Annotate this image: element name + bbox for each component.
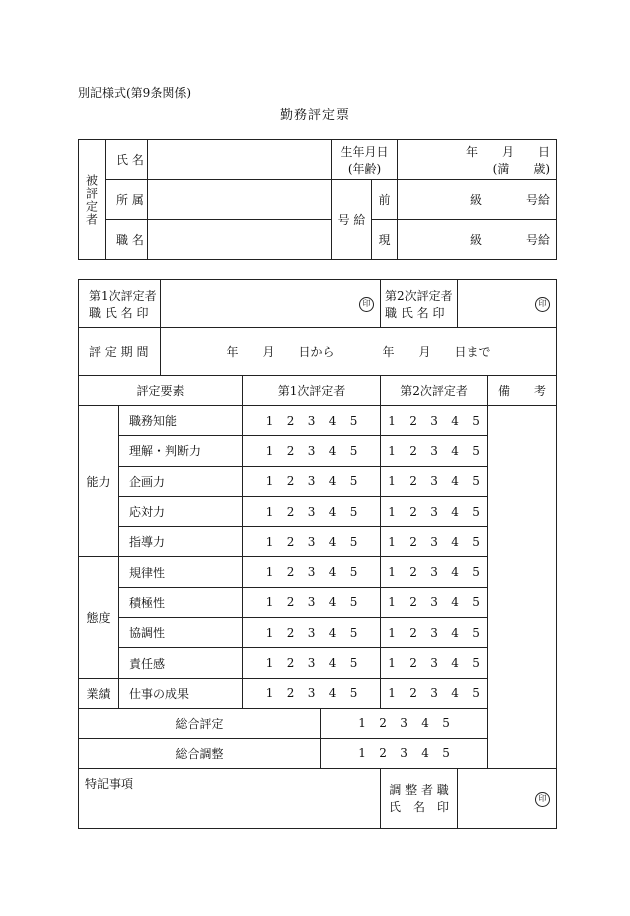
overall-evaluation-score-1[interactable]: 1 (358, 716, 366, 731)
second-score-2[interactable]: 2 (409, 534, 417, 549)
first-score-options (243, 648, 381, 678)
second-score-2[interactable]: 2 (409, 474, 417, 489)
first-score-2[interactable]: 2 (286, 686, 295, 701)
second-score-4[interactable]: 4 (451, 413, 459, 428)
first-score-2[interactable]: 2 (286, 595, 295, 610)
birth-label-line2: (年齢) (347, 161, 382, 176)
second-score-1[interactable]: 1 (388, 625, 396, 640)
first-score-5[interactable]: 5 (349, 625, 358, 640)
second-score-3[interactable]: 3 (430, 504, 438, 519)
first-score-2[interactable]: 2 (286, 656, 295, 671)
before-kyu: 級 (470, 193, 483, 207)
first-score-3[interactable]: 3 (307, 625, 316, 640)
period-label: 評 定 期 間 (79, 328, 161, 376)
name-field[interactable] (148, 140, 332, 180)
header-remarks: 備 考 (488, 376, 557, 406)
second-score-5[interactable]: 5 (472, 474, 480, 489)
remarks-field[interactable] (488, 406, 557, 769)
first-evaluator-field[interactable] (161, 280, 381, 328)
affiliation-field[interactable] (148, 180, 332, 220)
adjuster-line1: 調 整 者 職 (389, 783, 449, 798)
overall-adjustment-label: 総合調整 (79, 738, 321, 768)
birth-label-line1: 生年月日 (340, 144, 389, 159)
second-score-options (381, 587, 488, 617)
second-seal-icon: 印 (535, 297, 550, 312)
first-score-2[interactable]: 2 (286, 443, 295, 458)
first-score-2[interactable]: 2 (286, 474, 295, 489)
second-score-3[interactable]: 3 (430, 595, 438, 610)
second-evaluator-line1: 第2次評定者 (385, 288, 453, 303)
before-label: 前 (372, 180, 398, 220)
overall-evaluation-score-options (321, 708, 488, 738)
first-score-1[interactable]: 1 (265, 534, 274, 549)
position-label: 職 名 (106, 220, 148, 260)
element-label: 応対力 (119, 496, 243, 526)
first-score-options (243, 557, 381, 587)
element-label: 仕事の成果 (119, 678, 243, 708)
first-score-5[interactable]: 5 (349, 504, 358, 519)
evaluation-row (79, 648, 557, 678)
first-score-2[interactable]: 2 (286, 565, 295, 580)
first-score-3[interactable]: 3 (307, 565, 316, 580)
second-evaluator-line2: 職 氏 名 印 (385, 305, 445, 320)
second-score-5[interactable]: 5 (472, 686, 480, 701)
group-label: 業績 (79, 678, 119, 708)
first-score-4[interactable]: 4 (328, 413, 337, 428)
first-score-options (243, 527, 381, 557)
first-score-1[interactable]: 1 (265, 474, 274, 489)
evaluation-row (79, 436, 557, 466)
overall-adjustment-score-3[interactable]: 3 (400, 746, 408, 761)
overall-evaluation-label: 総合評定 (79, 708, 321, 738)
second-score-3[interactable]: 3 (430, 565, 438, 580)
first-seal-icon: 印 (359, 297, 374, 312)
second-score-3[interactable]: 3 (430, 474, 438, 489)
second-score-options (381, 527, 488, 557)
second-score-3[interactable]: 3 (430, 413, 438, 428)
second-score-5[interactable]: 5 (472, 504, 480, 519)
overall-adjustment-score-1[interactable]: 1 (358, 746, 366, 761)
first-evaluator-line1: 第1次評定者 (89, 288, 157, 303)
second-score-1[interactable]: 1 (388, 656, 396, 671)
overall-evaluation-score-2[interactable]: 2 (379, 716, 387, 731)
second-score-3[interactable]: 3 (430, 443, 438, 458)
second-score-options (381, 436, 488, 466)
first-score-1[interactable]: 1 (265, 625, 274, 640)
form-caption: 別記様式(第9条関係) (78, 86, 191, 100)
second-score-1[interactable]: 1 (388, 686, 396, 701)
second-score-4[interactable]: 4 (451, 504, 459, 519)
first-score-5[interactable]: 5 (349, 656, 358, 671)
adjuster-label (381, 768, 458, 828)
overall-adjustment-score-4[interactable]: 4 (421, 746, 429, 761)
first-score-3[interactable]: 3 (307, 595, 316, 610)
birth-value-line1: 年 月 日 (466, 144, 551, 159)
first-score-options (243, 406, 381, 436)
second-score-5[interactable]: 5 (472, 534, 480, 549)
first-score-4[interactable]: 4 (328, 656, 337, 671)
first-evaluator-label (79, 280, 161, 328)
evaluation-row (79, 466, 557, 496)
header-second: 第2次評定者 (381, 376, 488, 406)
second-score-4[interactable]: 4 (451, 656, 459, 671)
element-label: 理解・判断力 (119, 436, 243, 466)
second-score-options (381, 648, 488, 678)
second-score-2[interactable]: 2 (409, 443, 417, 458)
second-score-3[interactable]: 3 (430, 686, 438, 701)
second-score-2[interactable]: 2 (409, 656, 417, 671)
first-score-4[interactable]: 4 (328, 595, 337, 610)
first-score-options (243, 436, 381, 466)
first-score-5[interactable]: 5 (349, 413, 358, 428)
second-score-4[interactable]: 4 (451, 686, 459, 701)
evaluation-row (79, 557, 557, 587)
period-field[interactable]: 年 月 日から 年 月 日まで (161, 328, 557, 376)
adjuster-field[interactable] (458, 768, 557, 828)
first-score-4[interactable]: 4 (328, 565, 337, 580)
second-score-5[interactable]: 5 (472, 625, 480, 640)
first-score-1[interactable]: 1 (265, 686, 274, 701)
first-score-options (243, 466, 381, 496)
evaluation-row (79, 527, 557, 557)
second-score-3[interactable]: 3 (430, 625, 438, 640)
before-gokyu: 号給 (526, 193, 551, 207)
element-label: 企画力 (119, 466, 243, 496)
header-first: 第1次評定者 (243, 376, 381, 406)
employee-info-table (78, 139, 557, 260)
first-score-1[interactable]: 1 (265, 565, 274, 580)
first-score-4[interactable]: 4 (328, 534, 337, 549)
evaluation-table (78, 279, 557, 829)
overall-evaluation-score-5[interactable]: 5 (442, 716, 450, 731)
first-score-3[interactable]: 3 (307, 443, 316, 458)
second-score-options (381, 618, 488, 648)
first-score-4[interactable]: 4 (328, 443, 337, 458)
second-score-5[interactable]: 5 (472, 565, 480, 580)
form-title: 勤務評定票 (279, 108, 350, 123)
first-score-4[interactable]: 4 (328, 686, 337, 701)
second-score-4[interactable]: 4 (451, 625, 459, 640)
first-score-5[interactable]: 5 (349, 565, 358, 580)
second-score-options (381, 406, 488, 436)
birth-value-line2: (満 歳) (492, 161, 551, 176)
second-score-2[interactable]: 2 (409, 565, 417, 580)
second-score-2[interactable]: 2 (409, 686, 417, 701)
first-score-5[interactable]: 5 (349, 534, 358, 549)
second-score-4[interactable]: 4 (451, 443, 459, 458)
first-score-options (243, 678, 381, 708)
element-label: 職務知能 (119, 406, 243, 436)
birth-field[interactable] (398, 140, 557, 180)
before-salary-field[interactable] (398, 180, 557, 220)
element-label: 指導力 (119, 527, 243, 557)
position-field[interactable] (148, 220, 332, 260)
first-score-2[interactable]: 2 (286, 413, 295, 428)
special-notes-label: 特記事項 (85, 776, 134, 791)
first-score-3[interactable]: 3 (307, 504, 316, 519)
first-score-3[interactable]: 3 (307, 656, 316, 671)
first-score-options (243, 496, 381, 526)
overall-adjustment-score-2[interactable]: 2 (379, 746, 387, 761)
second-score-2[interactable]: 2 (409, 504, 417, 519)
second-score-5[interactable]: 5 (472, 656, 480, 671)
first-score-1[interactable]: 1 (265, 413, 274, 428)
first-score-2[interactable]: 2 (286, 534, 295, 549)
first-score-5[interactable]: 5 (349, 595, 358, 610)
birth-label (332, 140, 398, 180)
adjuster-seal-icon: 印 (535, 792, 550, 807)
overall-evaluation-score-3[interactable]: 3 (400, 716, 408, 731)
second-score-3[interactable]: 3 (430, 534, 438, 549)
second-score-4[interactable]: 4 (451, 474, 459, 489)
second-score-5[interactable]: 5 (472, 595, 480, 610)
group-label: 能力 (79, 406, 119, 557)
first-score-3[interactable]: 3 (307, 413, 316, 428)
second-score-4[interactable]: 4 (451, 534, 459, 549)
current-label: 現 (372, 220, 398, 260)
element-label: 責任感 (119, 648, 243, 678)
adjuster-line2: 氏 名 印 (389, 800, 450, 815)
overall-adjustment-score-5[interactable]: 5 (442, 746, 450, 761)
first-score-5[interactable]: 5 (349, 443, 358, 458)
evaluation-row (79, 496, 557, 526)
second-score-2[interactable]: 2 (409, 413, 417, 428)
first-evaluator-line2: 職 氏 名 印 (89, 305, 149, 320)
second-score-2[interactable]: 2 (409, 595, 417, 610)
evaluation-row (79, 587, 557, 617)
group-label: 態度 (79, 557, 119, 678)
second-score-options (381, 678, 488, 708)
second-score-3[interactable]: 3 (430, 656, 438, 671)
first-score-1[interactable]: 1 (265, 504, 274, 519)
first-score-4[interactable]: 4 (328, 504, 337, 519)
current-kyu: 級 (470, 233, 483, 247)
first-score-2[interactable]: 2 (286, 625, 295, 640)
second-score-1[interactable]: 1 (388, 565, 396, 580)
second-score-1[interactable]: 1 (388, 443, 396, 458)
first-score-3[interactable]: 3 (307, 534, 316, 549)
second-score-options (381, 496, 488, 526)
second-score-4[interactable]: 4 (451, 565, 459, 580)
affiliation-label: 所 属 (106, 180, 148, 220)
second-score-1[interactable]: 1 (388, 413, 396, 428)
first-score-5[interactable]: 5 (349, 686, 358, 701)
evaluation-row (79, 678, 557, 708)
second-score-1[interactable]: 1 (388, 504, 396, 519)
salary-label: 号 給 (332, 180, 372, 260)
special-notes-field[interactable] (79, 768, 381, 828)
overall-evaluation-score-4[interactable]: 4 (421, 716, 429, 731)
name-label: 氏 名 (106, 140, 148, 180)
evaluation-row (79, 406, 557, 436)
first-score-5[interactable]: 5 (349, 474, 358, 489)
second-score-1[interactable]: 1 (388, 534, 396, 549)
second-evaluator-field[interactable] (458, 280, 557, 328)
header-element: 評定要素 (79, 376, 243, 406)
hyoteisha-label: 被評定者 (79, 140, 106, 260)
element-label: 規律性 (119, 557, 243, 587)
second-score-5[interactable]: 5 (472, 443, 480, 458)
first-score-4[interactable]: 4 (328, 625, 337, 640)
element-label: 協調性 (119, 618, 243, 648)
second-score-1[interactable]: 1 (388, 595, 396, 610)
first-score-options (243, 587, 381, 617)
first-score-1[interactable]: 1 (265, 656, 274, 671)
element-label: 積極性 (119, 587, 243, 617)
first-score-options (243, 618, 381, 648)
second-evaluator-label (381, 280, 458, 328)
evaluation-row (79, 618, 557, 648)
second-score-5[interactable]: 5 (472, 413, 480, 428)
first-score-3[interactable]: 3 (307, 474, 316, 489)
current-gokyu: 号給 (526, 233, 551, 247)
first-score-1[interactable]: 1 (265, 443, 274, 458)
first-score-2[interactable]: 2 (286, 504, 295, 519)
second-score-options (381, 466, 488, 496)
second-score-options (381, 557, 488, 587)
second-score-1[interactable]: 1 (388, 474, 396, 489)
first-score-3[interactable]: 3 (307, 686, 316, 701)
second-score-4[interactable]: 4 (451, 595, 459, 610)
first-score-4[interactable]: 4 (328, 474, 337, 489)
current-salary-field[interactable] (398, 220, 557, 260)
overall-adjustment-score-options (321, 738, 488, 768)
first-score-1[interactable]: 1 (265, 595, 274, 610)
second-score-2[interactable]: 2 (409, 625, 417, 640)
